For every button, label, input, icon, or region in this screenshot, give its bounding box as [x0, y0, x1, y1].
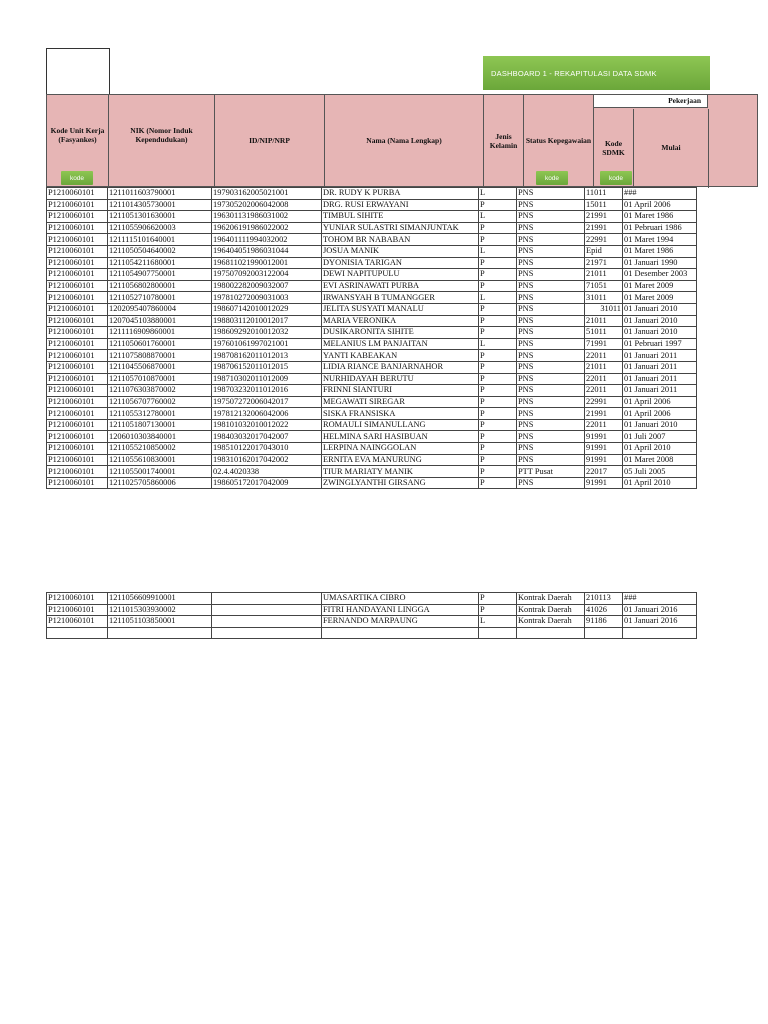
status-cell[interactable]: PNS	[517, 188, 585, 200]
nik-cell[interactable]: 1211055610830001	[108, 454, 212, 466]
table-row[interactable]	[47, 454, 697, 466]
id-nip-cell[interactable]	[212, 604, 322, 616]
data-table-secondary	[46, 592, 697, 639]
mulai-cell[interactable]: 01 Maret 2009	[623, 280, 697, 292]
nama-cell[interactable]: MARIA VERONIKA	[322, 315, 479, 327]
kode-unit-cell[interactable]: P1210060101	[47, 315, 108, 327]
nik-cell[interactable]: 1211055312780001	[108, 408, 212, 420]
kode-sdmk-cell[interactable]: 31011	[585, 292, 623, 304]
nik-cell[interactable]: 1211025705860006	[108, 477, 212, 489]
jenis-kelamin-cell[interactable]: L	[479, 292, 517, 304]
nik-cell[interactable]: 1211115101640001	[108, 234, 212, 246]
id-nip-cell[interactable]: 198510122017043010	[212, 443, 322, 455]
table-row[interactable]	[47, 616, 697, 628]
kode-sdmk-cell[interactable]: 41026	[585, 604, 623, 616]
nik-cell[interactable]: 1202095407860004	[108, 303, 212, 315]
nik-cell[interactable]: 1206010303840001	[108, 431, 212, 443]
status-cell[interactable]: PNS	[517, 315, 585, 327]
data-table-main	[46, 187, 697, 489]
nik-cell[interactable]: 1211056802800001	[108, 280, 212, 292]
status-cell[interactable]: PNS	[517, 419, 585, 431]
kode-sdmk-cell[interactable]: 21971	[585, 257, 623, 269]
status-cell[interactable]	[517, 627, 585, 639]
kode-unit-cell[interactable]	[47, 627, 108, 639]
status-cell[interactable]: PNS	[517, 431, 585, 443]
kode-button-unit[interactable]: kode	[61, 171, 93, 185]
jenis-kelamin-cell[interactable]: P	[479, 361, 517, 373]
jenis-kelamin-cell[interactable]: P	[479, 199, 517, 211]
jenis-kelamin-cell[interactable]: P	[479, 222, 517, 234]
status-cell[interactable]: PNS	[517, 350, 585, 362]
nama-cell[interactable]: JOSUA MANIK	[322, 245, 479, 257]
jenis-kelamin-cell[interactable]: P	[479, 396, 517, 408]
nama-cell[interactable]: MEGAWATI SIREGAR	[322, 396, 479, 408]
nik-cell[interactable]	[108, 627, 212, 639]
kode-sdmk-cell[interactable]: 91991	[585, 443, 623, 455]
id-nip-cell[interactable]	[212, 593, 322, 605]
kode-sdmk-cell[interactable]: 22011	[585, 385, 623, 397]
nik-cell[interactable]: 1211051807130001	[108, 419, 212, 431]
nik-cell[interactable]: 1211055210850002	[108, 443, 212, 455]
status-cell[interactable]: PNS	[517, 211, 585, 223]
mulai-cell[interactable]: 01 April 2006	[623, 396, 697, 408]
nama-cell[interactable]: YANTI KABEAKAN	[322, 350, 479, 362]
mulai-cell[interactable]: 01 Pebruari 1997	[623, 338, 697, 350]
id-nip-cell[interactable]: 196404051986031044	[212, 245, 322, 257]
id-nip-cell[interactable]: 197903162005021001	[212, 188, 322, 200]
kode-sdmk-cell[interactable]: 51011	[585, 327, 623, 339]
table-row[interactable]	[47, 396, 697, 408]
table-row[interactable]	[47, 292, 697, 304]
kode-sdmk-cell[interactable]: 22017	[585, 466, 623, 478]
table-row[interactable]	[47, 385, 697, 397]
nama-cell[interactable]: DEWI NAPITUPULU	[322, 269, 479, 281]
jenis-kelamin-cell[interactable]: P	[479, 269, 517, 281]
kode-button-status[interactable]: kode	[536, 171, 568, 185]
nama-cell[interactable]: EVI ASRINAWATI PURBA	[322, 280, 479, 292]
kode-unit-cell[interactable]: P1210060101	[47, 292, 108, 304]
kode-unit-cell[interactable]: P1210060101	[47, 431, 108, 443]
status-cell[interactable]: PNS	[517, 327, 585, 339]
kode-sdmk-cell[interactable]: 21991	[585, 408, 623, 420]
id-nip-cell[interactable]: 197305202006042008	[212, 199, 322, 211]
header-jenis-kelamin: Jenis Kelamin	[484, 95, 524, 188]
nama-cell[interactable]: LERPINA NAINGGOLAN	[322, 443, 479, 455]
nama-cell[interactable]: FRINNI SIANTURI	[322, 385, 479, 397]
mulai-cell[interactable]: 01 Maret 1986	[623, 245, 697, 257]
jenis-kelamin-cell[interactable]: P	[479, 419, 517, 431]
jenis-kelamin-cell[interactable]: P	[479, 466, 517, 478]
id-nip-cell[interactable]: 196401111994032002	[212, 234, 322, 246]
nama-cell[interactable]: DR. RUDY K PURBA	[322, 188, 479, 200]
dashboard-title: DASHBOARD 1 - REKAPITULASI DATA SDMK	[491, 68, 657, 78]
kode-unit-cell[interactable]: P1210060101	[47, 443, 108, 455]
mulai-cell[interactable]: 01 Desember 2003	[623, 269, 697, 281]
nik-cell[interactable]: 1211052710780001	[108, 292, 212, 304]
kode-unit-cell[interactable]: P1210060101	[47, 408, 108, 420]
mulai-cell[interactable]: 01 Januari 2011	[623, 373, 697, 385]
kode-sdmk-cell[interactable]: 71051	[585, 280, 623, 292]
mulai-cell[interactable]: 01 Januari 2011	[623, 350, 697, 362]
mulai-cell[interactable]: 01 Maret 1986	[623, 211, 697, 223]
kode-sdmk-cell[interactable]: 21011	[585, 269, 623, 281]
kode-unit-cell[interactable]: P1210060101	[47, 604, 108, 616]
id-nip-cell[interactable]: 196301131986031002	[212, 211, 322, 223]
nik-cell[interactable]: 1207045103880001	[108, 315, 212, 327]
kode-sdmk-cell[interactable]: 71991	[585, 338, 623, 350]
status-cell[interactable]: PNS	[517, 245, 585, 257]
nik-cell[interactable]: 1211054211680001	[108, 257, 212, 269]
mulai-cell[interactable]: 01 Januari 2016	[623, 616, 697, 628]
mulai-cell[interactable]: 01 April 2010	[623, 443, 697, 455]
kode-unit-cell[interactable]: P1210060101	[47, 373, 108, 385]
table-row[interactable]	[47, 627, 697, 639]
jenis-kelamin-cell[interactable]: P	[479, 257, 517, 269]
header-kode-unit: Kode Unit Kerja (Fasyankes)	[47, 95, 109, 188]
kode-sdmk-cell[interactable]: 210113	[585, 593, 623, 605]
table-row[interactable]	[47, 188, 697, 200]
nik-cell[interactable]: 1211056609910001	[108, 593, 212, 605]
nik-cell[interactable]: 1211051103850001	[108, 616, 212, 628]
jenis-kelamin-cell[interactable]: P	[479, 431, 517, 443]
jenis-kelamin-cell[interactable]: L	[479, 245, 517, 257]
nik-cell[interactable]: 1211056707760002	[108, 396, 212, 408]
nama-cell[interactable]: UMASARTIKA CIBRO	[322, 593, 479, 605]
id-nip-cell[interactable]: 02.4.4020338	[212, 466, 322, 478]
id-nip-cell[interactable]: 198403032017042007	[212, 431, 322, 443]
nama-cell[interactable]: HELMINA SARI HASIBUAN	[322, 431, 479, 443]
nama-cell[interactable]: NURHIDAYAH BERUTU	[322, 373, 479, 385]
table-row[interactable]	[47, 431, 697, 443]
kode-button-sdmk[interactable]: kode	[600, 171, 632, 185]
kode-sdmk-cell[interactable]: Epid	[585, 245, 623, 257]
header-pekerjaan: Pekerjaan	[593, 95, 708, 108]
status-cell[interactable]: PNS	[517, 257, 585, 269]
table-row[interactable]	[47, 280, 697, 292]
mulai-cell[interactable]: 01 Juli 2007	[623, 431, 697, 443]
nama-cell[interactable]: JELITA SUSYATI MANALU	[322, 303, 479, 315]
kode-sdmk-cell[interactable]: 91186	[585, 616, 623, 628]
nama-cell[interactable]: FITRI HANDAYANI LINGGA	[322, 604, 479, 616]
table-row[interactable]	[47, 350, 697, 362]
id-nip-cell[interactable]	[212, 616, 322, 628]
nik-cell[interactable]: 1211076303870002	[108, 385, 212, 397]
kode-sdmk-cell[interactable]: 21011	[585, 361, 623, 373]
table-row[interactable]	[47, 338, 697, 350]
id-nip-cell[interactable]: 197601061997021001	[212, 338, 322, 350]
table-row[interactable]	[47, 269, 697, 281]
kode-unit-cell[interactable]: P1210060101	[47, 269, 108, 281]
table-row[interactable]	[47, 234, 697, 246]
id-nip-cell[interactable]: 198803112010012017	[212, 315, 322, 327]
kode-sdmk-cell[interactable]: 11011	[585, 188, 623, 200]
table-row[interactable]	[47, 408, 697, 420]
id-nip-cell[interactable]	[212, 627, 322, 639]
kode-sdmk-cell[interactable]: 31011	[585, 303, 623, 315]
jenis-kelamin-cell[interactable]: P	[479, 234, 517, 246]
jenis-kelamin-cell[interactable]: L	[479, 616, 517, 628]
kode-sdmk-cell[interactable]: 22991	[585, 234, 623, 246]
id-nip-cell[interactable]: 198607142010012029	[212, 303, 322, 315]
kode-unit-cell[interactable]: P1210060101	[47, 361, 108, 373]
status-cell[interactable]: PNS	[517, 477, 585, 489]
status-cell[interactable]: PNS	[517, 222, 585, 234]
header-nik: NIK (Nomor Induk Kependudukan)	[109, 95, 215, 188]
table-row[interactable]	[47, 604, 697, 616]
table-row[interactable]	[47, 222, 697, 234]
id-nip-cell[interactable]: 198101032010012022	[212, 419, 322, 431]
jenis-kelamin-cell[interactable]: P	[479, 443, 517, 455]
status-cell[interactable]: PNS	[517, 234, 585, 246]
kode-unit-cell[interactable]: P1210060101	[47, 257, 108, 269]
table-row[interactable]	[47, 327, 697, 339]
header-kode-sdmk: Kode SDMK	[594, 109, 634, 188]
jenis-kelamin-cell[interactable]: P	[479, 593, 517, 605]
status-cell[interactable]: PNS	[517, 338, 585, 350]
kode-unit-cell[interactable]: P1210060101	[47, 466, 108, 478]
dashboard-title-banner	[483, 56, 710, 90]
nama-cell[interactable]	[322, 627, 479, 639]
header-status: Status Kepegawaian	[524, 95, 594, 188]
id-nip-cell[interactable]: 197507092003122004	[212, 269, 322, 281]
table-row[interactable]	[47, 373, 697, 385]
id-nip-cell[interactable]: 198706152011012015	[212, 361, 322, 373]
nik-cell[interactable]: 1211015303930002	[108, 604, 212, 616]
mulai-cell[interactable]: 05 Juli 2005	[623, 466, 697, 478]
jenis-kelamin-cell[interactable]: P	[479, 385, 517, 397]
jenis-kelamin-cell[interactable]: P	[479, 315, 517, 327]
mulai-cell[interactable]: 01 Januari 2010	[623, 315, 697, 327]
nama-cell[interactable]: SISKA FRANSISKA	[322, 408, 479, 420]
nama-cell[interactable]: DUSIKARONITA SIHITE	[322, 327, 479, 339]
jenis-kelamin-cell[interactable]: P	[479, 604, 517, 616]
status-cell[interactable]: PNS	[517, 443, 585, 455]
kode-unit-cell[interactable]: P1210060101	[47, 616, 108, 628]
nik-cell[interactable]: 1211051301630001	[108, 211, 212, 223]
table-row[interactable]	[47, 199, 697, 211]
kode-unit-cell[interactable]: P1210060101	[47, 477, 108, 489]
table-row[interactable]	[47, 303, 697, 315]
kode-sdmk-cell[interactable]: 22991	[585, 396, 623, 408]
kode-sdmk-cell[interactable]	[585, 627, 623, 639]
nik-cell[interactable]: 1211055001740001	[108, 466, 212, 478]
status-cell[interactable]: PNS	[517, 373, 585, 385]
status-cell[interactable]: PNS	[517, 361, 585, 373]
id-nip-cell[interactable]: 196811021990012001	[212, 257, 322, 269]
id-nip-cell[interactable]: 198002282009032007	[212, 280, 322, 292]
mulai-cell[interactable]	[623, 627, 697, 639]
kode-unit-cell[interactable]: P1210060101	[47, 199, 108, 211]
header-mulai: Mulai	[634, 109, 709, 188]
table-row[interactable]	[47, 593, 697, 605]
kode-unit-cell[interactable]: P1210060101	[47, 419, 108, 431]
status-cell[interactable]: Kontrak Daerah	[517, 604, 585, 616]
kode-unit-cell[interactable]: P1210060101	[47, 188, 108, 200]
nama-cell[interactable]: ZWINGLYANTHI GIRSANG	[322, 477, 479, 489]
kode-unit-cell[interactable]: P1210060101	[47, 396, 108, 408]
nik-cell[interactable]: 1211075808870001	[108, 350, 212, 362]
kode-sdmk-cell[interactable]: 91991	[585, 454, 623, 466]
kode-unit-cell[interactable]: P1210060101	[47, 350, 108, 362]
jenis-kelamin-cell[interactable]: L	[479, 338, 517, 350]
mulai-cell[interactable]: 01 Januari 2010	[623, 327, 697, 339]
kode-sdmk-cell[interactable]: 22011	[585, 419, 623, 431]
nama-cell[interactable]: DRG. RUSI ERWAYANI	[322, 199, 479, 211]
status-cell[interactable]: PNS	[517, 385, 585, 397]
header-nama: Nama (Nama Lengkap)	[325, 95, 484, 188]
nama-cell[interactable]: ROMAULI SIMANULLANG	[322, 419, 479, 431]
id-nip-cell[interactable]: 198708162011012013	[212, 350, 322, 362]
status-cell[interactable]: PNS	[517, 396, 585, 408]
kode-unit-cell[interactable]: P1210060101	[47, 245, 108, 257]
nik-cell[interactable]: 1211014305730001	[108, 199, 212, 211]
table-row[interactable]	[47, 477, 697, 489]
table-row[interactable]	[47, 361, 697, 373]
kode-unit-cell[interactable]: P1210060101	[47, 327, 108, 339]
table-row[interactable]	[47, 315, 697, 327]
status-cell[interactable]: Kontrak Daerah	[517, 616, 585, 628]
nama-cell[interactable]: TOHOM BR NABABAN	[322, 234, 479, 246]
table-row[interactable]	[47, 419, 697, 431]
kode-sdmk-cell[interactable]: 21011	[585, 315, 623, 327]
jenis-kelamin-cell[interactable]: P	[479, 408, 517, 420]
mulai-cell[interactable]: 01 Januari 2010	[623, 303, 697, 315]
kode-unit-cell[interactable]: P1210060101	[47, 234, 108, 246]
nik-cell[interactable]: 1211055906620003	[108, 222, 212, 234]
id-nip-cell[interactable]: 197810272009031003	[212, 292, 322, 304]
nik-cell[interactable]: 1211054907750001	[108, 269, 212, 281]
jenis-kelamin-cell[interactable]: P	[479, 373, 517, 385]
nama-cell[interactable]: DYONISIA TARIGAN	[322, 257, 479, 269]
status-cell[interactable]: PNS	[517, 199, 585, 211]
mulai-cell[interactable]: ###	[623, 188, 697, 200]
nama-cell[interactable]: YUNIAR SULASTRI SIMANJUNTAK	[322, 222, 479, 234]
table-row[interactable]	[47, 211, 697, 223]
status-cell[interactable]: PNS	[517, 454, 585, 466]
table-row[interactable]	[47, 443, 697, 455]
mulai-cell[interactable]: 01 Maret 2009	[623, 292, 697, 304]
nama-cell[interactable]: LIDIA RIANCE BANJARNAHOR	[322, 361, 479, 373]
id-nip-cell[interactable]: 197812132006042006	[212, 408, 322, 420]
nik-cell[interactable]: 1211050601760001	[108, 338, 212, 350]
status-cell[interactable]: PNS	[517, 292, 585, 304]
table-row[interactable]	[47, 245, 697, 257]
table-row[interactable]	[47, 257, 697, 269]
mulai-cell[interactable]: 01 April 2006	[623, 408, 697, 420]
mulai-cell[interactable]: 01 Januari 2011	[623, 385, 697, 397]
status-cell[interactable]: PNS	[517, 408, 585, 420]
jenis-kelamin-cell[interactable]: L	[479, 188, 517, 200]
nik-cell[interactable]: 1211116909860001	[108, 327, 212, 339]
nama-cell[interactable]: ERNITA EVA MANURUNG	[322, 454, 479, 466]
id-nip-cell[interactable]: 198703232011012016	[212, 385, 322, 397]
kode-sdmk-cell[interactable]: 91991	[585, 477, 623, 489]
jenis-kelamin-cell[interactable]: P	[479, 477, 517, 489]
id-nip-cell[interactable]: 198609292010012032	[212, 327, 322, 339]
kode-unit-cell[interactable]: P1210060101	[47, 222, 108, 234]
nama-cell[interactable]: TIMBUL SIHITE	[322, 211, 479, 223]
nik-cell[interactable]: 1211011603790001	[108, 188, 212, 200]
jenis-kelamin-cell[interactable]	[479, 627, 517, 639]
id-nip-cell[interactable]: 198710302011012009	[212, 373, 322, 385]
nik-cell[interactable]: 1211050504640002	[108, 245, 212, 257]
kode-unit-cell[interactable]: P1210060101	[47, 280, 108, 292]
kode-sdmk-cell[interactable]: 22011	[585, 350, 623, 362]
id-nip-cell[interactable]: 198310162017042002	[212, 454, 322, 466]
nik-cell[interactable]: 1211057010870001	[108, 373, 212, 385]
jenis-kelamin-cell[interactable]: P	[479, 280, 517, 292]
kode-sdmk-cell[interactable]: 91991	[585, 431, 623, 443]
mulai-cell[interactable]: 01 Maret 2008	[623, 454, 697, 466]
kode-sdmk-cell[interactable]: 22011	[585, 373, 623, 385]
kode-sdmk-cell[interactable]: 21991	[585, 211, 623, 223]
nama-cell[interactable]: TIUR MARIATY MANIK	[322, 466, 479, 478]
mulai-cell[interactable]: 01 Pebruari 1986	[623, 222, 697, 234]
nama-cell[interactable]: FERNANDO MARPAUNG	[322, 616, 479, 628]
nik-cell[interactable]: 1211045506870001	[108, 361, 212, 373]
kode-unit-cell[interactable]: P1210060101	[47, 593, 108, 605]
jenis-kelamin-cell[interactable]: P	[479, 327, 517, 339]
jenis-kelamin-cell[interactable]: L	[479, 211, 517, 223]
kode-sdmk-cell[interactable]: 15011	[585, 199, 623, 211]
mulai-cell[interactable]: 01 Januari 1990	[623, 257, 697, 269]
id-nip-cell[interactable]: 197507272006042017	[212, 396, 322, 408]
kode-unit-cell[interactable]: P1210060101	[47, 338, 108, 350]
id-nip-cell[interactable]: 198605172017042009	[212, 477, 322, 489]
mulai-cell[interactable]: 01 Januari 2016	[623, 604, 697, 616]
jenis-kelamin-cell[interactable]: P	[479, 350, 517, 362]
kode-unit-cell[interactable]: P1210060101	[47, 211, 108, 223]
status-cell[interactable]: PNS	[517, 269, 585, 281]
status-cell[interactable]: PNS	[517, 303, 585, 315]
mulai-cell[interactable]: 01 Maret 1994	[623, 234, 697, 246]
kode-unit-cell[interactable]: P1210060101	[47, 454, 108, 466]
kode-sdmk-cell[interactable]: 21991	[585, 222, 623, 234]
status-cell[interactable]: PNS	[517, 280, 585, 292]
jenis-kelamin-cell[interactable]: P	[479, 303, 517, 315]
blank-header-box	[46, 48, 110, 95]
mulai-cell[interactable]: 01 April 2010	[623, 477, 697, 489]
status-cell[interactable]: PTT Pusat	[517, 466, 585, 478]
mulai-cell[interactable]: ###	[623, 593, 697, 605]
kode-unit-cell[interactable]: P1210060101	[47, 303, 108, 315]
jenis-kelamin-cell[interactable]: P	[479, 454, 517, 466]
mulai-cell[interactable]: 01 Januari 2011	[623, 361, 697, 373]
kode-unit-cell[interactable]: P1210060101	[47, 385, 108, 397]
id-nip-cell[interactable]: 196206191986022002	[212, 222, 322, 234]
mulai-cell[interactable]: 01 April 2006	[623, 199, 697, 211]
table-row[interactable]	[47, 466, 697, 478]
header-id-nip: ID/NIP/NRP	[215, 95, 325, 188]
nama-cell[interactable]: IRWANSYAH B TUMANGGER	[322, 292, 479, 304]
nama-cell[interactable]: MELANIUS LM PANJAITAN	[322, 338, 479, 350]
status-cell[interactable]: Kontrak Daerah	[517, 593, 585, 605]
mulai-cell[interactable]: 01 Januari 2010	[623, 419, 697, 431]
